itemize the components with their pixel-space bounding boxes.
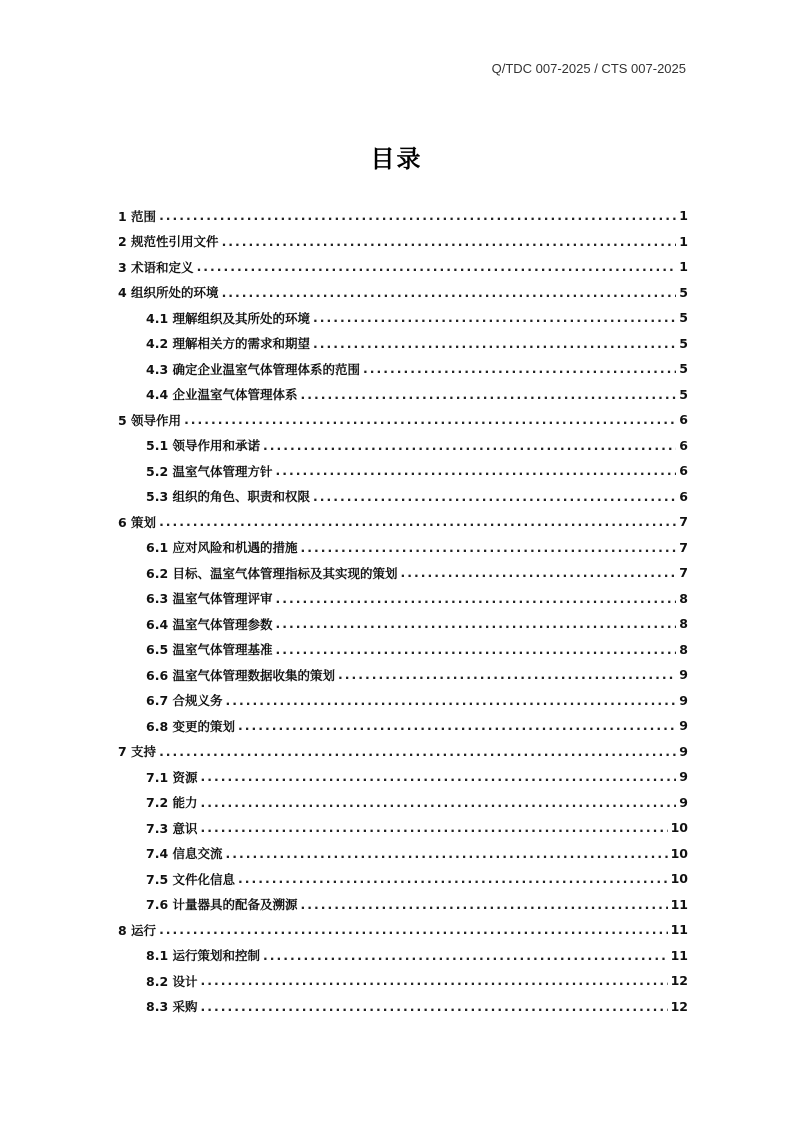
toc-entry-page-number: 10 bbox=[670, 845, 688, 861]
toc-dot-leader bbox=[184, 412, 676, 427]
toc-entry-title: 8.3 采购 bbox=[146, 999, 198, 1015]
toc-dot-leader bbox=[263, 948, 668, 963]
toc-entry[interactable] bbox=[118, 866, 688, 892]
toc-dot-leader bbox=[401, 565, 677, 580]
toc-dot-leader bbox=[301, 387, 677, 402]
toc-entry[interactable] bbox=[118, 790, 688, 816]
toc-dot-leader bbox=[276, 463, 677, 478]
toc-entry[interactable] bbox=[118, 382, 688, 408]
toc-entry-page-number: 9 bbox=[679, 769, 688, 785]
toc-entry-title: 6.3 温室气体管理评审 bbox=[146, 591, 273, 607]
toc-entry-page-number: 9 bbox=[679, 794, 688, 810]
toc-entry-page-number: 6 bbox=[679, 488, 688, 504]
toc-dot-leader bbox=[313, 310, 676, 325]
toc-entry-title: 6.4 温室气体管理参数 bbox=[146, 616, 273, 632]
toc-entry-page-number: 12 bbox=[670, 998, 688, 1014]
toc-entry-page-number: 10 bbox=[670, 871, 688, 887]
toc-entry[interactable] bbox=[118, 917, 688, 943]
toc-entry-page-number: 5 bbox=[679, 361, 688, 377]
toc-entry-page-number: 11 bbox=[670, 922, 688, 938]
toc-dot-leader bbox=[197, 259, 677, 274]
toc-entry[interactable] bbox=[118, 203, 688, 229]
toc-entry-title: 8.2 设计 bbox=[146, 973, 198, 989]
toc-dot-leader bbox=[226, 693, 677, 708]
toc-entry[interactable] bbox=[118, 764, 688, 790]
toc-dot-leader bbox=[159, 744, 676, 759]
toc-entry-page-number: 9 bbox=[679, 667, 688, 683]
toc-entry[interactable] bbox=[118, 815, 688, 841]
toc-dot-leader bbox=[263, 438, 676, 453]
toc-entry[interactable] bbox=[118, 254, 688, 280]
toc-dot-leader bbox=[363, 361, 676, 376]
document-code: Q/TDC 007-2025 / CTS 007-2025 bbox=[491, 61, 686, 76]
toc-entry-title: 5 领导作用 bbox=[118, 412, 182, 428]
toc-entry[interactable] bbox=[118, 433, 688, 459]
toc-dot-leader bbox=[226, 846, 668, 861]
toc-entry-page-number: 5 bbox=[679, 284, 688, 300]
toc-title: 目录 bbox=[370, 145, 423, 173]
toc-dot-leader bbox=[301, 897, 668, 912]
toc-entry-page-number: 6 bbox=[679, 463, 688, 479]
toc-entry-title: 5.3 组织的角色、职责和权限 bbox=[146, 489, 310, 505]
toc-entry[interactable] bbox=[118, 968, 688, 994]
toc-dot-leader bbox=[238, 871, 668, 886]
toc-entry-title: 7.4 信息交流 bbox=[146, 846, 223, 862]
toc-entry-title: 1 范围 bbox=[118, 208, 157, 224]
toc-entry-title: 6.1 应对风险和机遇的措施 bbox=[146, 540, 298, 556]
toc-dot-leader bbox=[222, 285, 677, 300]
toc-entry-title: 7.3 意识 bbox=[146, 820, 198, 836]
toc-entry-page-number: 7 bbox=[679, 539, 688, 555]
toc-entry[interactable] bbox=[118, 739, 688, 765]
toc-entry-title: 4.1 理解组织及其所处的环境 bbox=[146, 310, 310, 326]
toc-dot-leader bbox=[201, 973, 668, 988]
toc-entry[interactable] bbox=[118, 229, 688, 255]
toc-entry[interactable] bbox=[118, 560, 688, 586]
toc-entry-page-number: 6 bbox=[679, 437, 688, 453]
toc-entry-page-number: 5 bbox=[679, 386, 688, 402]
toc-dot-leader bbox=[159, 208, 676, 223]
toc-entry-title: 8.1 运行策划和控制 bbox=[146, 948, 260, 964]
toc-dot-leader bbox=[276, 591, 677, 606]
toc-entry-title: 5.1 领导作用和承诺 bbox=[146, 438, 260, 454]
toc-entry-title: 6 策划 bbox=[118, 514, 157, 530]
toc-dot-leader bbox=[313, 336, 676, 351]
toc-entry-title: 7.2 能力 bbox=[146, 795, 198, 811]
toc-entry-title: 6.6 温室气体管理数据收集的策划 bbox=[146, 667, 335, 683]
toc-entry[interactable] bbox=[118, 356, 688, 382]
toc-entry-page-number: 1 bbox=[679, 233, 688, 249]
toc-entry-page-number: 8 bbox=[679, 641, 688, 657]
toc-entry[interactable] bbox=[118, 662, 688, 688]
toc-entry-page-number: 11 bbox=[670, 896, 688, 912]
toc-entry[interactable] bbox=[118, 509, 688, 535]
toc-dot-leader bbox=[159, 922, 668, 937]
toc-entry-title: 7.5 文件化信息 bbox=[146, 871, 235, 887]
toc-entry[interactable] bbox=[118, 331, 688, 357]
toc-entry[interactable] bbox=[118, 407, 688, 433]
toc-entry-title: 7 支持 bbox=[118, 744, 157, 760]
toc-entry[interactable] bbox=[118, 586, 688, 612]
toc-entry-title: 7.1 资源 bbox=[146, 769, 198, 785]
toc-entry[interactable] bbox=[118, 535, 688, 561]
toc-entry-title: 4.3 确定企业温室气体管理体系的范围 bbox=[146, 361, 360, 377]
toc-entry[interactable] bbox=[118, 841, 688, 867]
toc-entry-page-number: 12 bbox=[670, 973, 688, 989]
toc-entry-page-number: 9 bbox=[679, 718, 688, 734]
table-of-contents bbox=[118, 203, 688, 1019]
toc-entry-title: 4 组织所处的环境 bbox=[118, 285, 219, 301]
toc-entry[interactable] bbox=[118, 688, 688, 714]
toc-entry[interactable] bbox=[118, 943, 688, 969]
toc-dot-leader bbox=[222, 234, 677, 249]
toc-entry[interactable] bbox=[118, 637, 688, 663]
toc-entry-title: 3 术语和定义 bbox=[118, 259, 194, 275]
toc-entry[interactable] bbox=[118, 994, 688, 1020]
toc-entry-page-number: 5 bbox=[679, 335, 688, 351]
toc-entry[interactable] bbox=[118, 458, 688, 484]
toc-dot-leader bbox=[201, 769, 677, 784]
toc-dot-leader bbox=[301, 540, 677, 555]
toc-dot-leader bbox=[338, 667, 676, 682]
toc-entry-title: 6.7 合规义务 bbox=[146, 693, 223, 709]
toc-entry-title: 6.5 温室气体管理基准 bbox=[146, 642, 273, 658]
toc-entry[interactable] bbox=[118, 484, 688, 510]
toc-dot-leader bbox=[276, 642, 677, 657]
toc-entry-page-number: 1 bbox=[679, 208, 688, 224]
toc-entry[interactable] bbox=[118, 713, 688, 739]
toc-dot-leader bbox=[313, 489, 676, 504]
toc-dot-leader bbox=[201, 999, 668, 1014]
toc-entry-page-number: 8 bbox=[679, 590, 688, 606]
toc-entry[interactable] bbox=[118, 280, 688, 306]
toc-entry[interactable] bbox=[118, 611, 688, 637]
toc-entry-title: 8 运行 bbox=[118, 922, 157, 938]
toc-entry-title: 6.8 变更的策划 bbox=[146, 718, 235, 734]
toc-entry-page-number: 9 bbox=[679, 692, 688, 708]
toc-entry-title: 2 规范性引用文件 bbox=[118, 234, 219, 250]
toc-entry-page-number: 9 bbox=[679, 743, 688, 759]
toc-entry-page-number: 6 bbox=[679, 412, 688, 428]
toc-entry-page-number: 1 bbox=[679, 259, 688, 275]
toc-entry-page-number: 11 bbox=[670, 947, 688, 963]
toc-dot-leader bbox=[238, 718, 676, 733]
toc-entry-page-number: 7 bbox=[679, 565, 688, 581]
toc-dot-leader bbox=[201, 795, 677, 810]
toc-entry-page-number: 5 bbox=[679, 310, 688, 326]
toc-dot-leader bbox=[159, 514, 676, 529]
toc-entry[interactable] bbox=[118, 892, 688, 918]
toc-dot-leader bbox=[276, 616, 677, 631]
toc-entry[interactable] bbox=[118, 305, 688, 331]
toc-entry-title: 4.4 企业温室气体管理体系 bbox=[146, 387, 298, 403]
toc-entry-title: 5.2 温室气体管理方针 bbox=[146, 463, 273, 479]
toc-dot-leader bbox=[201, 820, 668, 835]
toc-entry-title: 4.2 理解相关方的需求和期望 bbox=[146, 336, 310, 352]
toc-entry-title: 6.2 目标、温室气体管理指标及其实现的策划 bbox=[146, 565, 398, 581]
toc-entry-page-number: 7 bbox=[679, 514, 688, 530]
toc-entry-page-number: 10 bbox=[670, 820, 688, 836]
toc-entry-title: 7.6 计量器具的配备及溯源 bbox=[146, 897, 298, 913]
toc-entry-page-number: 8 bbox=[679, 616, 688, 632]
